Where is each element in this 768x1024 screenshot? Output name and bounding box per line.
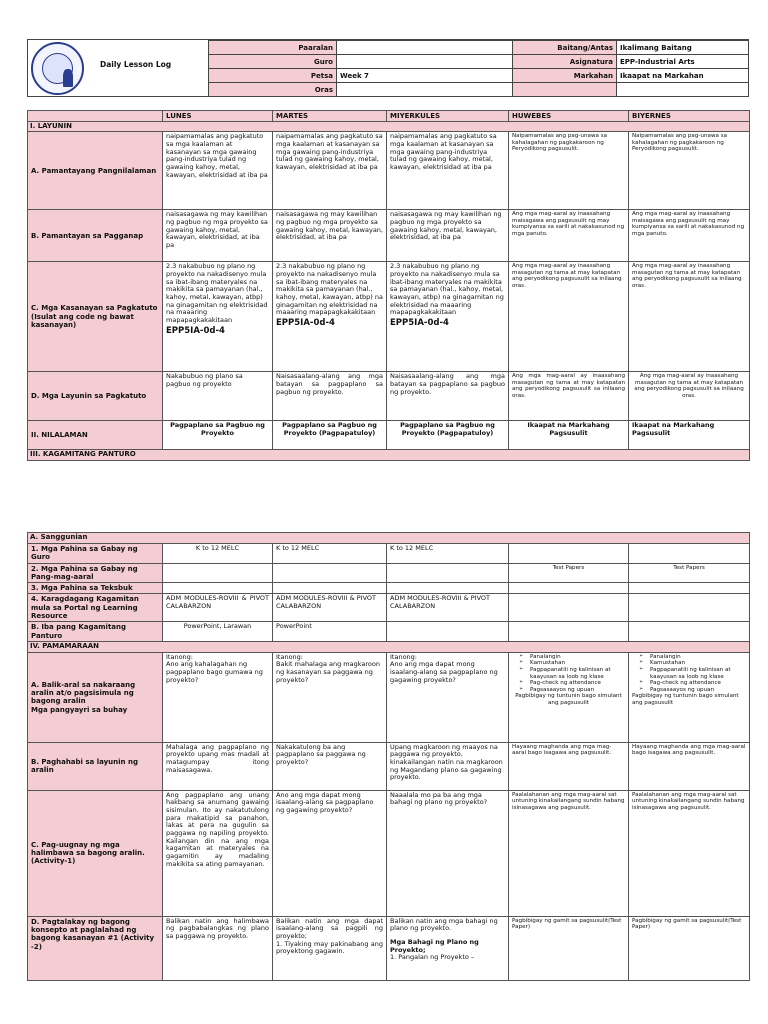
cell <box>163 583 273 594</box>
cell <box>509 652 629 742</box>
cell: Naipamamalas ang pag-unawa sa kahalagahan ng pagkakaroon ng Peryodikong pagsusulit. <box>629 132 750 210</box>
list-note: Pagbibigay ng tuntunin bago simulant ang pagsusulit <box>632 693 739 706</box>
cell-text: Balikan natin ang mga bahagi ng plano ng proyekto. <box>390 916 498 933</box>
cell: Pagpaplano sa Pagbuo ng Proyekto <box>163 421 273 450</box>
list-item: ➢ Panalangin <box>512 654 625 661</box>
cell: Pagbibigay ng gamit sa pagsusulit(Test Paper) <box>509 916 629 980</box>
cell: Test Papers <box>629 563 750 583</box>
row-label: B. Iba pang Kagamitang Panturo <box>28 622 163 642</box>
info-label: Baitang/Antas <box>513 41 617 55</box>
cell <box>273 262 387 372</box>
info-label: Petsa <box>209 69 337 83</box>
row-label-main: A. Balik-aral sa nakaraang aralin at/o pagsisimula ng bagong aralin <box>31 680 136 706</box>
list-item: ➢ Pag-check ng attendance <box>632 680 746 687</box>
info-value <box>337 41 513 55</box>
row-label: D. Mga Layunin sa Pagkatuto <box>28 372 163 421</box>
day-header: MARTES <box>273 111 387 122</box>
row-label: 2. Mga Pahina sa Gabay ng Pang-mag-aaral <box>28 563 163 583</box>
question: Ano ang mga dapat mong isaalang-alang sa pagpaplano ng gagawing proyekto? <box>390 660 498 684</box>
list-item: ➢ Pagsasaayos ng upuan <box>632 687 746 694</box>
section-sanggunian: A. Sanggunian <box>28 533 750 544</box>
cell: ADM MODULES-ROVIII & PIVOT CALABARZON <box>163 594 273 622</box>
cell: Ikaapat na Markahang Pagsusulit <box>509 421 629 450</box>
cell: Test Papers <box>509 563 629 583</box>
cell: Ang mga mag-aaral ay inaasahang maisagawa ang pagsusulit ng may kumpiyansa sa sarili at nakakasunod ng mga panuto. <box>629 210 750 262</box>
cell-heading: Mga Bahagi ng Plano ng Proyekto; <box>390 938 479 954</box>
row-label <box>28 262 163 372</box>
cell: ADM MODULES-ROVIII & PIVOT CALABARZON <box>387 594 509 622</box>
cell: Ang mga mag-aaral ay inaasahang masagutan ng tama at may katapatan ang peryodikong pagsusulit sa inilaang oras. <box>509 372 629 421</box>
day-header: MIYERKULES <box>387 111 509 122</box>
section-kagamitan: III. KAGAMITANG PANTURO <box>28 450 750 461</box>
cell: Paalalahanan ang mga mag-aaral sat untuning kinakailangang sundin habang isinasagawa ang pagsusulit. <box>629 790 750 916</box>
list-note: Pagbibigay ng tuntunin bago simulant ang pagsusulit <box>515 693 622 706</box>
list-item: ➢ Pag-check ng attendance <box>512 680 625 687</box>
cell: Hayaang maghanda ang mga mag-aaral bago isagawa ang pagsusulit. <box>509 742 629 790</box>
cell <box>273 563 387 583</box>
cell: Naisasaalang-alang ang mga batayan sa pagpaplano sa pagbuo ng proyekto. <box>387 372 509 421</box>
list-item: ➢ Pagpapanatili ng kalinisan at kaayusan sa loob ng klase <box>632 667 746 680</box>
info-table <box>208 40 749 97</box>
page-title: Daily Lesson Log <box>100 60 172 69</box>
section-layunin: I. LAYUNIN <box>28 122 750 132</box>
prompt-label: Itanong: <box>276 652 303 661</box>
cell: Upang magkaroon ng maayos na paggawa ng proyekto, kinakailangan natin na magkaroon ng Magandang plano sa gagawing proyekto. <box>387 742 509 790</box>
cell: Pagbibigay ng gamit sa pagsusulit(Test Paper) <box>629 916 750 980</box>
competency-code: EPP5IA-0d-4 <box>390 317 449 328</box>
info-value <box>337 55 513 69</box>
row-label: C. Pag-uugnay ng mga halimbawa sa bagong aralin. (Activity-1) <box>28 790 163 916</box>
procedure-table <box>27 532 750 981</box>
cell: naisasagawa ng may kawilihan ng pagbuo ng mga proyekto sa gawaing kahoy, metal, kawayan, elektrisidad, at iba pa <box>273 210 387 262</box>
question: Bakit mahalaga ang magkaroon ng kasanayan sa paggawa ng proyekto? <box>276 660 380 684</box>
row-label: B. Pamantayan sa Pagganap <box>28 210 163 262</box>
row-label-sub: Mga pangyayri sa buhay <box>31 705 128 714</box>
cell: K to 12 MELC <box>163 544 273 564</box>
competency-code: EPP5IA-0d-4 <box>276 317 335 328</box>
row-label: 4. Karagdagang Kagamitan mula sa Portal ng Learning Resource <box>28 594 163 622</box>
cell <box>387 563 509 583</box>
cell-text: Balikan natin ang mga dapat isaalang-alang sa pagpili ng proyekto; <box>276 916 383 941</box>
cell: Ang mga mag-aaral ay inaasahang masagutan ng tama at may katapatan ang peryodikong pagsusulit sa inilaang oras. <box>629 262 750 372</box>
info-label: Asignatura <box>513 55 617 69</box>
cell <box>387 652 509 742</box>
prompt-label: Itanong: <box>166 652 193 661</box>
cell <box>629 583 750 594</box>
cell: naipamamalas ang pagkatuto sa mga kaalaman at kasanayan sa mga gawaing pang-industriya tulad ng gawaing kahoy, metal, kawayan, elektrisidad at iba pa <box>387 132 509 210</box>
info-value <box>337 83 513 97</box>
cell: PowerPoint, Larawan <box>163 622 273 642</box>
info-label <box>513 83 617 97</box>
cell-text: 2.3 nakabubuo ng plano ng proyekto na nakadisenyo mula sa ibat-ibang materyales na makikita sa pamayanan (hal., kahoy, metal, kawayan, atbp) na ginagamitan ng elektrisidad na maaaring mapapagkakakitaan <box>276 262 384 317</box>
corner-cell <box>28 111 163 122</box>
list-item: ➢ Kamustahan <box>512 660 625 667</box>
info-value <box>617 83 749 97</box>
cell <box>387 916 509 980</box>
cell <box>163 652 273 742</box>
row-label: 1. Mga Pahina sa Gabay ng Guro <box>28 544 163 564</box>
cell: PowerPoint <box>273 622 387 642</box>
cell: ADM MODULES-ROVIII & PIVOT CALABARZON <box>273 594 387 622</box>
cell-text: 2.3 nakabubuo ng plano ng proyekto na nakadisenyo mula sa ibat-ibang materyales na makikita sa pamayanan (hal., kahoy, metal, kawayan, atbp) na ginagamitan ng elektrisidad na maaaring mapapagkakakitaan <box>390 262 504 317</box>
row-label: 3. Mga Pahina sa Teksbuk <box>28 583 163 594</box>
cell: Ang pagpaplano ang unang hakbang sa anumang gawaing sisimulan. Ito ay nakatutulong para makatipid sa panahon, lakas at pera na gugulin sa paggawa ng napiling proyekto. Kailangan din na ang mga kagamitan at materyales na gagamitin ay madaling makikita sa ating pamayanan. <box>163 790 273 916</box>
cell: Naipamamalas ang pag-unawa sa kahalagahan ng pagkakaroon ng Peryodikong pagsusulit. <box>509 132 629 210</box>
list-item: ➢ Pagsasaayos ng upuan <box>512 687 625 694</box>
list-item: ➢ Pagpapanatili ng kalinisan at kaayusan sa loob ng klase <box>512 667 625 680</box>
cell: Pagpaplano sa Pagbuo ng Proyekto (Pagpapatuloy) <box>387 421 509 450</box>
cell: Naisasaalang-alang ang mga batayan sa pagpaplano sa pagbuo ng proyekto. <box>273 372 387 421</box>
cell: naisasagawa ng may kawilihan ng pagbuo ng mga proyekto sa gawaing kahoy, metal, kawayan, elektrisidad, at iba pa <box>387 210 509 262</box>
cell <box>629 622 750 642</box>
info-value: Ikaapat na Markahan <box>617 69 749 83</box>
day-header: LUNES <box>163 111 273 122</box>
list-item: ➢ Kamustahan <box>632 660 746 667</box>
cell: Mahalaga ang pagpaplano ng proyekto upang mas madali at matagumpay itong maisasagawa. <box>163 742 273 790</box>
cell: Ang mga mag-aaral ay inaasahang maisagawa ang pagsusulit ng may kumpiyansa sa sarili at nakakasunod ng mga panuto. <box>509 210 629 262</box>
cell: Naaalala mo pa ba ang mga bahagi ng plano ng proyekto? <box>387 790 509 916</box>
cell: Ano ang mga dapat mong isaalang-alang sa pagpaplano ng gagawing proyekto? <box>273 790 387 916</box>
row-label: A. Pamantayang Pangnilalaman <box>28 132 163 210</box>
lesson-log-header <box>27 39 749 97</box>
cell-text: 1. Pangalan ng Proyekto – <box>390 953 475 962</box>
cell: Nakakatulong ba ang pagpaplano sa paggawa ng proyekto? <box>273 742 387 790</box>
objectives-table <box>27 110 750 461</box>
cell <box>509 583 629 594</box>
section-pamamaraan: IV. PAMAMARAAN <box>28 641 750 652</box>
cell-text: 2.3 nakabubuo ng plano ng proyekto na nakadisenyo mula sa ibat-ibang materyales na makikita sa pamayanan (hal., kahoy, metal, kawayan, atbp) na ginagamitan ng elektrisidad na maaaring mapapagkakakitaan <box>166 262 268 324</box>
cell: naipamamalas ang pagkatuto sa mga kaalaman at kasanayan sa mga gawaing pang-industriya tulad ng gawaing kahoy, metal, kawayan, elektrisidad at iba pa <box>163 132 273 210</box>
cell <box>163 563 273 583</box>
cell: Ang mga mag-aaral ay inaasahang masagutan ng tama at may katapatan ang peryodikong pagsusulit sa inilaang oras. <box>629 372 750 421</box>
row-label-sub: (Isulat ang code ng bawat kasanayan) <box>31 312 134 329</box>
cell: Pagpaplano sa Pagbuo ng Proyekto (Pagpapatuloy) <box>273 421 387 450</box>
cell <box>629 544 750 564</box>
cell: K to 12 MELC <box>273 544 387 564</box>
cell <box>509 594 629 622</box>
cell <box>509 544 629 564</box>
cell: K to 12 MELC <box>387 544 509 564</box>
cell <box>509 622 629 642</box>
routine-list <box>632 654 746 694</box>
cell <box>387 262 509 372</box>
info-value: Week 7 <box>337 69 513 83</box>
cell: Hayaang maghanda ang mga mag-aaral bago isagawa ang pagsusulit. <box>629 742 750 790</box>
cell <box>273 652 387 742</box>
routine-list <box>512 654 625 694</box>
cell: Ikaapat na Markahang Pagsusulit <box>629 421 750 450</box>
day-header: HUWEBES <box>509 111 629 122</box>
cell <box>273 916 387 980</box>
cell <box>163 262 273 372</box>
cell: naisasagawa ng may kawilihan ng pagbuo ng mga proyekto sa gawaing kahoy, metal, kawayan, elektrisidad, at iba pa <box>163 210 273 262</box>
cell: Paalalahanan ang mga mag-aaral sat untuning kinakailangang sundin habang isinasagawa ang pagsusulit. <box>509 790 629 916</box>
cell: Balikan natin ang halimbawa ng pagbabalangkas ng plano sa paggawa ng proyekto. <box>163 916 273 980</box>
competency-code: EPP5IA-0d-4 <box>166 325 225 336</box>
row-label: II. NILALAMAN <box>28 421 163 450</box>
cell: Nakabubuo ng plano sa pagbuo ng proyekto <box>163 372 273 421</box>
info-value: Ikalimang Baitang <box>617 41 749 55</box>
cell <box>273 583 387 594</box>
cell-text: 1. Tiyaking may pakinabang ang proyektong gagawin. <box>276 939 383 956</box>
info-label: Guro <box>209 55 337 69</box>
question: Ano ang kahalagahan ng pagpaplano bago gumawa ng proyekto? <box>166 660 263 684</box>
cell: Ang mga mag-aaral ay inaasahang masagutan ng tama at may katapatan ang peryodikong pagsusulit sa inilaang oras. <box>509 262 629 372</box>
day-header: BIYERNES <box>629 111 750 122</box>
cell: naipamamalas ang pagkatuto sa mga kaalaman at kasanayan sa mga gawaing pang-industriya tulad ng gawaing kahoy, metal, kawayan, elektrisidad at iba pa <box>273 132 387 210</box>
cell <box>629 652 750 742</box>
row-label <box>28 652 163 742</box>
deped-seal-icon <box>31 42 84 95</box>
list-item: ➢ Panalangin <box>632 654 746 661</box>
row-label-main: C. Mga Kasanayan sa Pagkatuto <box>31 304 158 313</box>
cell <box>387 622 509 642</box>
cell <box>629 594 750 622</box>
info-label: Oras <box>209 83 337 97</box>
info-label: Paaralan <box>209 41 337 55</box>
cell <box>387 583 509 594</box>
row-label: B. Paghahabi sa layunin ng aralin <box>28 742 163 790</box>
prompt-label: Itanong: <box>390 652 417 661</box>
info-value: EPP-Industrial Arts <box>617 55 749 69</box>
info-label: Markahan <box>513 69 617 83</box>
row-label: D. Pagtalakay ng bagong konsepto at paglalahad ng bagong kasanayan #1 (Activity -2) <box>28 916 163 980</box>
